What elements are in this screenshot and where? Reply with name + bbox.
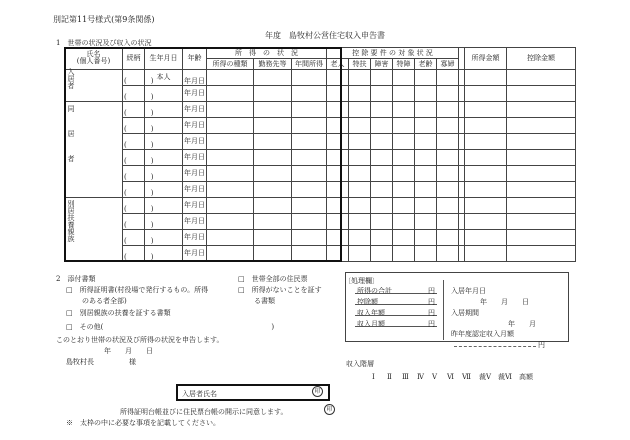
data-cell (465, 85, 507, 101)
data-cell (349, 181, 371, 197)
yen-3: 円 (428, 309, 435, 317)
paren-close: ) (150, 140, 154, 149)
header-annual-income: 年間所得 (292, 59, 327, 69)
data-cell (292, 69, 327, 85)
label-resident: 入居者 (67, 68, 75, 89)
data-cell (507, 101, 576, 117)
section2-heading: 2 添付書類 (56, 275, 96, 283)
data-cell (465, 133, 507, 149)
data-cell (349, 229, 371, 245)
data-cell (327, 85, 349, 101)
data-cell (371, 229, 393, 245)
data-cell (465, 229, 507, 245)
declaration: このとおり世帯の状況及び所得の状況を申告します。 (56, 336, 224, 344)
class-9: 裁Ⅵ (498, 373, 513, 381)
data-cell (327, 69, 349, 85)
data-cell (207, 245, 254, 261)
data-cell (292, 101, 327, 117)
data-cell (393, 133, 415, 149)
data-cell (465, 181, 507, 197)
yen-4: 円 (428, 320, 435, 328)
paren-open: ( (124, 253, 127, 261)
paren-open: ( (124, 76, 127, 85)
data-cell (371, 245, 393, 261)
data-cell (393, 229, 415, 245)
last-year-monthly-line (454, 346, 536, 347)
data-cell (371, 117, 393, 133)
data-cell (292, 197, 327, 213)
class-6: Ⅵ (447, 373, 455, 381)
data-cell (465, 149, 507, 165)
date-line: 年 月 日 (104, 347, 153, 355)
data-cell (415, 133, 437, 149)
data-cell (371, 133, 393, 149)
data-cell (327, 245, 349, 261)
data-cell (349, 245, 371, 261)
data-cell (465, 117, 507, 133)
paren-close: ) (150, 108, 154, 117)
proc-total: 所得の合計 (357, 287, 392, 295)
data-cell (254, 245, 292, 261)
class-4: Ⅳ (417, 373, 424, 381)
move-in-date-label: 入居年月日 (451, 287, 486, 295)
data-cell (349, 101, 371, 117)
proc-underline-3 (355, 315, 437, 316)
header-income-amount: 所得金額 (465, 48, 507, 70)
birthdate-cell: 年月日 (183, 213, 207, 229)
data-cell (393, 245, 415, 261)
name-cell (123, 133, 154, 149)
name-cell (123, 197, 154, 213)
name-cell (123, 101, 154, 117)
class-5: Ⅴ (432, 373, 438, 381)
data-cell (507, 245, 576, 261)
data-cell (207, 85, 254, 101)
paren-close: ) (150, 124, 154, 133)
data-cell (292, 165, 327, 181)
header-income-type: 所得の種類 (207, 59, 254, 69)
table-row (65, 229, 576, 245)
header-personal-no: (個人番号) (76, 57, 111, 66)
data-cell (207, 213, 254, 229)
data-cell (349, 69, 371, 85)
data-cell (254, 101, 292, 117)
data-cell (507, 133, 576, 149)
name-cell (123, 245, 154, 261)
paren-open: ( (124, 156, 127, 165)
data-cell (254, 165, 292, 181)
data-cell (465, 213, 507, 229)
table-row (65, 85, 576, 101)
data-cell (507, 117, 576, 133)
birthdate-cell: 年月日 (183, 229, 207, 245)
data-cell (371, 213, 393, 229)
attach-right-2: □ 所得がないことを証す (238, 286, 322, 294)
birthdate-cell: 年月日 (183, 197, 207, 213)
data-cell (254, 197, 292, 213)
data-cell (465, 197, 507, 213)
header-deduction-4: 老齢 (415, 59, 437, 69)
data-cell (415, 85, 437, 101)
class-3: Ⅲ (402, 373, 409, 381)
data-cell (327, 197, 349, 213)
attach-item-1: □ 所得証明書(村役場で発行するもの。所得 (66, 286, 209, 294)
data-cell (507, 213, 576, 229)
data-cell (437, 165, 459, 181)
data-cell (465, 69, 507, 85)
data-cell (371, 181, 393, 197)
data-cell (415, 197, 437, 213)
data-cell (207, 181, 254, 197)
paren-open: ( (124, 124, 127, 133)
data-cell (415, 229, 437, 245)
household-income-table (64, 47, 576, 262)
data-cell (254, 181, 292, 197)
table-row (65, 117, 576, 133)
data-cell (254, 69, 292, 85)
data-cell (327, 229, 349, 245)
header-birth: 生年月日 (145, 48, 183, 70)
data-cell (437, 229, 459, 245)
note-line: ※ 太枠の中に必要な事項を記載してください。 (66, 419, 220, 427)
data-cell (415, 149, 437, 165)
data-cell (349, 85, 371, 101)
data-cell (437, 213, 459, 229)
data-cell (254, 149, 292, 165)
proc-deduction: 控除額 (357, 298, 378, 306)
paren-close: ) (150, 156, 154, 165)
relation-honin: 本人 (145, 69, 183, 85)
name-cell (123, 181, 154, 197)
applicant-label: 入居者氏名 (182, 390, 217, 398)
yen-1: 円 (428, 287, 435, 295)
proc-underline-1 (355, 293, 437, 294)
data-cell (254, 213, 292, 229)
paren-close: ) (150, 92, 154, 101)
header-age: 年齢 (183, 48, 207, 70)
birthdate-cell: 年月日 (183, 101, 207, 117)
attach-item-3: □ その他( ) (66, 323, 275, 331)
data-cell (507, 181, 576, 197)
paren-open: ( (124, 220, 127, 229)
data-cell (327, 213, 349, 229)
data-cell (349, 133, 371, 149)
table-row (65, 213, 576, 229)
paren-close: ) (150, 172, 154, 181)
data-cell (254, 229, 292, 245)
paren-open: ( (124, 236, 127, 245)
data-cell (393, 69, 415, 85)
income-class-list (372, 372, 572, 382)
table-row (65, 181, 576, 197)
data-cell (437, 85, 459, 101)
data-cell (437, 181, 459, 197)
yen-2: 円 (428, 298, 435, 306)
data-cell (393, 85, 415, 101)
data-cell (327, 117, 349, 133)
paren-close: ) (150, 236, 154, 245)
data-cell (327, 165, 349, 181)
data-cell (465, 101, 507, 117)
data-cell (349, 197, 371, 213)
label-cohabitant: 同居者 (67, 105, 75, 180)
data-cell (437, 101, 459, 117)
header-deduction-3: 特障 (393, 59, 415, 69)
table-row (65, 149, 576, 165)
data-cell (371, 69, 393, 85)
table-row (65, 245, 576, 261)
data-cell (437, 245, 459, 261)
data-cell (327, 149, 349, 165)
birthdate-cell: 年月日 (183, 133, 207, 149)
header-deduction-1: 特扶 (349, 59, 371, 69)
data-cell (415, 165, 437, 181)
class-7: Ⅶ (462, 373, 472, 381)
paren-close: ) (150, 253, 154, 261)
paren-open: ( (124, 204, 127, 213)
birthdate-cell: 年月日 (183, 69, 207, 85)
data-cell (349, 117, 371, 133)
section1-heading: 1 世帯の状況及び収入の状況 (56, 39, 152, 47)
data-cell (349, 149, 371, 165)
data-cell (465, 165, 507, 181)
data-cell (207, 229, 254, 245)
data-cell (292, 149, 327, 165)
data-cell (207, 149, 254, 165)
header-deduction-group: 控 除 要 件 の 対 象 状 況 (327, 48, 459, 59)
data-cell (327, 133, 349, 149)
data-cell (415, 213, 437, 229)
paren-open: ( (124, 188, 127, 197)
header-deduction-2: 障害 (371, 59, 393, 69)
class-1: Ⅰ (372, 373, 375, 381)
data-cell (327, 101, 349, 117)
data-cell (371, 165, 393, 181)
form-title: 年度 島牧村公営住宅収入申告書 (265, 31, 385, 40)
data-cell (415, 101, 437, 117)
data-cell (415, 117, 437, 133)
data-cell (393, 213, 415, 229)
data-cell (349, 165, 371, 181)
data-cell (371, 197, 393, 213)
proc-annual: 収入年額 (357, 309, 385, 317)
data-cell (393, 165, 415, 181)
header-deduction-amount: 控除金額 (507, 48, 576, 70)
seal-mark-applicant: 印 (312, 386, 323, 397)
table-row (65, 101, 576, 117)
class-10: 高額 (519, 373, 533, 381)
birthdate-cell: 年月日 (183, 181, 207, 197)
name-cell (123, 213, 154, 229)
processing-heading: 〔処理欄〕 (344, 277, 379, 285)
data-cell (292, 245, 327, 261)
birthdate-cell: 年月日 (183, 245, 207, 261)
attach-item-1b: のある者全部) (82, 297, 127, 305)
proc-underline-4 (355, 326, 437, 327)
data-cell (349, 213, 371, 229)
birthdate-cell: 年月日 (183, 165, 207, 181)
header-name (65, 48, 123, 70)
name-cell (123, 165, 154, 181)
paren-close: ) (150, 76, 154, 85)
data-cell (207, 197, 254, 213)
mayor-line: 島牧村長 様 (66, 358, 136, 366)
header-deduction-0: 老人 (327, 59, 349, 69)
move-in-date-value: 年 月 日 (480, 298, 529, 306)
data-cell (415, 181, 437, 197)
paren-close: ) (150, 188, 154, 197)
attach-right-3: る書類 (254, 297, 275, 305)
paren-close: ) (150, 220, 154, 229)
data-cell (207, 133, 254, 149)
label-dependent: 別居扶養親族 (67, 200, 75, 242)
data-cell (292, 133, 327, 149)
attach-item-2: □ 別居親族の扶養を証する書類 (66, 309, 171, 317)
data-cell (393, 101, 415, 117)
data-cell (437, 133, 459, 149)
table-row (65, 197, 576, 213)
consent-line: 所得証明台帳並びに住民票台帳の開示に同意します。 (120, 408, 288, 416)
birthdate-cell: 年月日 (183, 149, 207, 165)
data-cell (207, 165, 254, 181)
data-cell (437, 117, 459, 133)
paren-open: ( (124, 108, 127, 117)
data-cell (437, 69, 459, 85)
data-cell (507, 197, 576, 213)
form-number: 別記第11号様式(第9条関係) (53, 15, 155, 24)
data-cell (465, 245, 507, 261)
proc-monthly: 収入月額 (357, 320, 385, 328)
header-deduction-5: 寡婦 (437, 59, 459, 69)
seal-mark-consent: 印 (324, 404, 335, 415)
class-8: 裁Ⅴ (479, 373, 492, 381)
data-cell (393, 181, 415, 197)
name-cell (123, 85, 154, 101)
data-cell (415, 245, 437, 261)
header-relation: 続柄 (123, 48, 145, 70)
birthdate-cell: 年月日 (183, 85, 207, 101)
last-year-yen: 円 (538, 341, 545, 349)
data-cell (254, 133, 292, 149)
data-cell (371, 149, 393, 165)
data-cell (415, 69, 437, 85)
table-row (65, 133, 576, 149)
last-year-monthly-label: 昨年度認定収入月額 (451, 330, 514, 338)
data-cell (507, 85, 576, 101)
data-cell (327, 181, 349, 197)
paren-open: ( (124, 92, 127, 101)
paren-open: ( (124, 172, 127, 181)
data-cell (292, 117, 327, 133)
table-row (65, 48, 576, 59)
data-cell (292, 181, 327, 197)
data-cell (292, 229, 327, 245)
table-row (65, 69, 576, 85)
data-cell (507, 229, 576, 245)
data-cell (207, 101, 254, 117)
data-cell (393, 197, 415, 213)
name-cell (123, 117, 154, 133)
data-cell (371, 101, 393, 117)
data-cell (371, 85, 393, 101)
data-cell (393, 149, 415, 165)
income-class-label: 収入階層 (346, 360, 374, 368)
data-cell (393, 117, 415, 133)
header-employer: 勤務先等 (254, 59, 292, 69)
paren-open: ( (124, 140, 127, 149)
proc-divider (443, 280, 444, 340)
data-cell (437, 197, 459, 213)
data-cell (292, 85, 327, 101)
name-cell (123, 229, 154, 245)
data-cell (292, 213, 327, 229)
attach-right-1: □ 世帯全部の住民票 (238, 275, 308, 283)
name-cell (123, 149, 154, 165)
data-cell (254, 85, 292, 101)
proc-underline-2 (355, 304, 437, 305)
header-income-status: 所 得 の 状 況 (207, 48, 327, 59)
name-cell (123, 69, 154, 85)
data-cell (507, 149, 576, 165)
data-cell (507, 165, 576, 181)
data-cell (207, 69, 254, 85)
move-in-period-label: 入居期間 (451, 309, 479, 317)
table-row (65, 165, 576, 181)
paren-close: ) (150, 204, 154, 213)
birthdate-cell: 年月日 (183, 117, 207, 133)
data-cell (437, 149, 459, 165)
move-in-period-value: 年 月 (508, 320, 536, 328)
class-2: Ⅱ (387, 373, 392, 381)
data-cell (207, 117, 254, 133)
data-cell (254, 117, 292, 133)
header-name-text: 氏名 (86, 50, 101, 59)
data-cell (507, 69, 576, 85)
